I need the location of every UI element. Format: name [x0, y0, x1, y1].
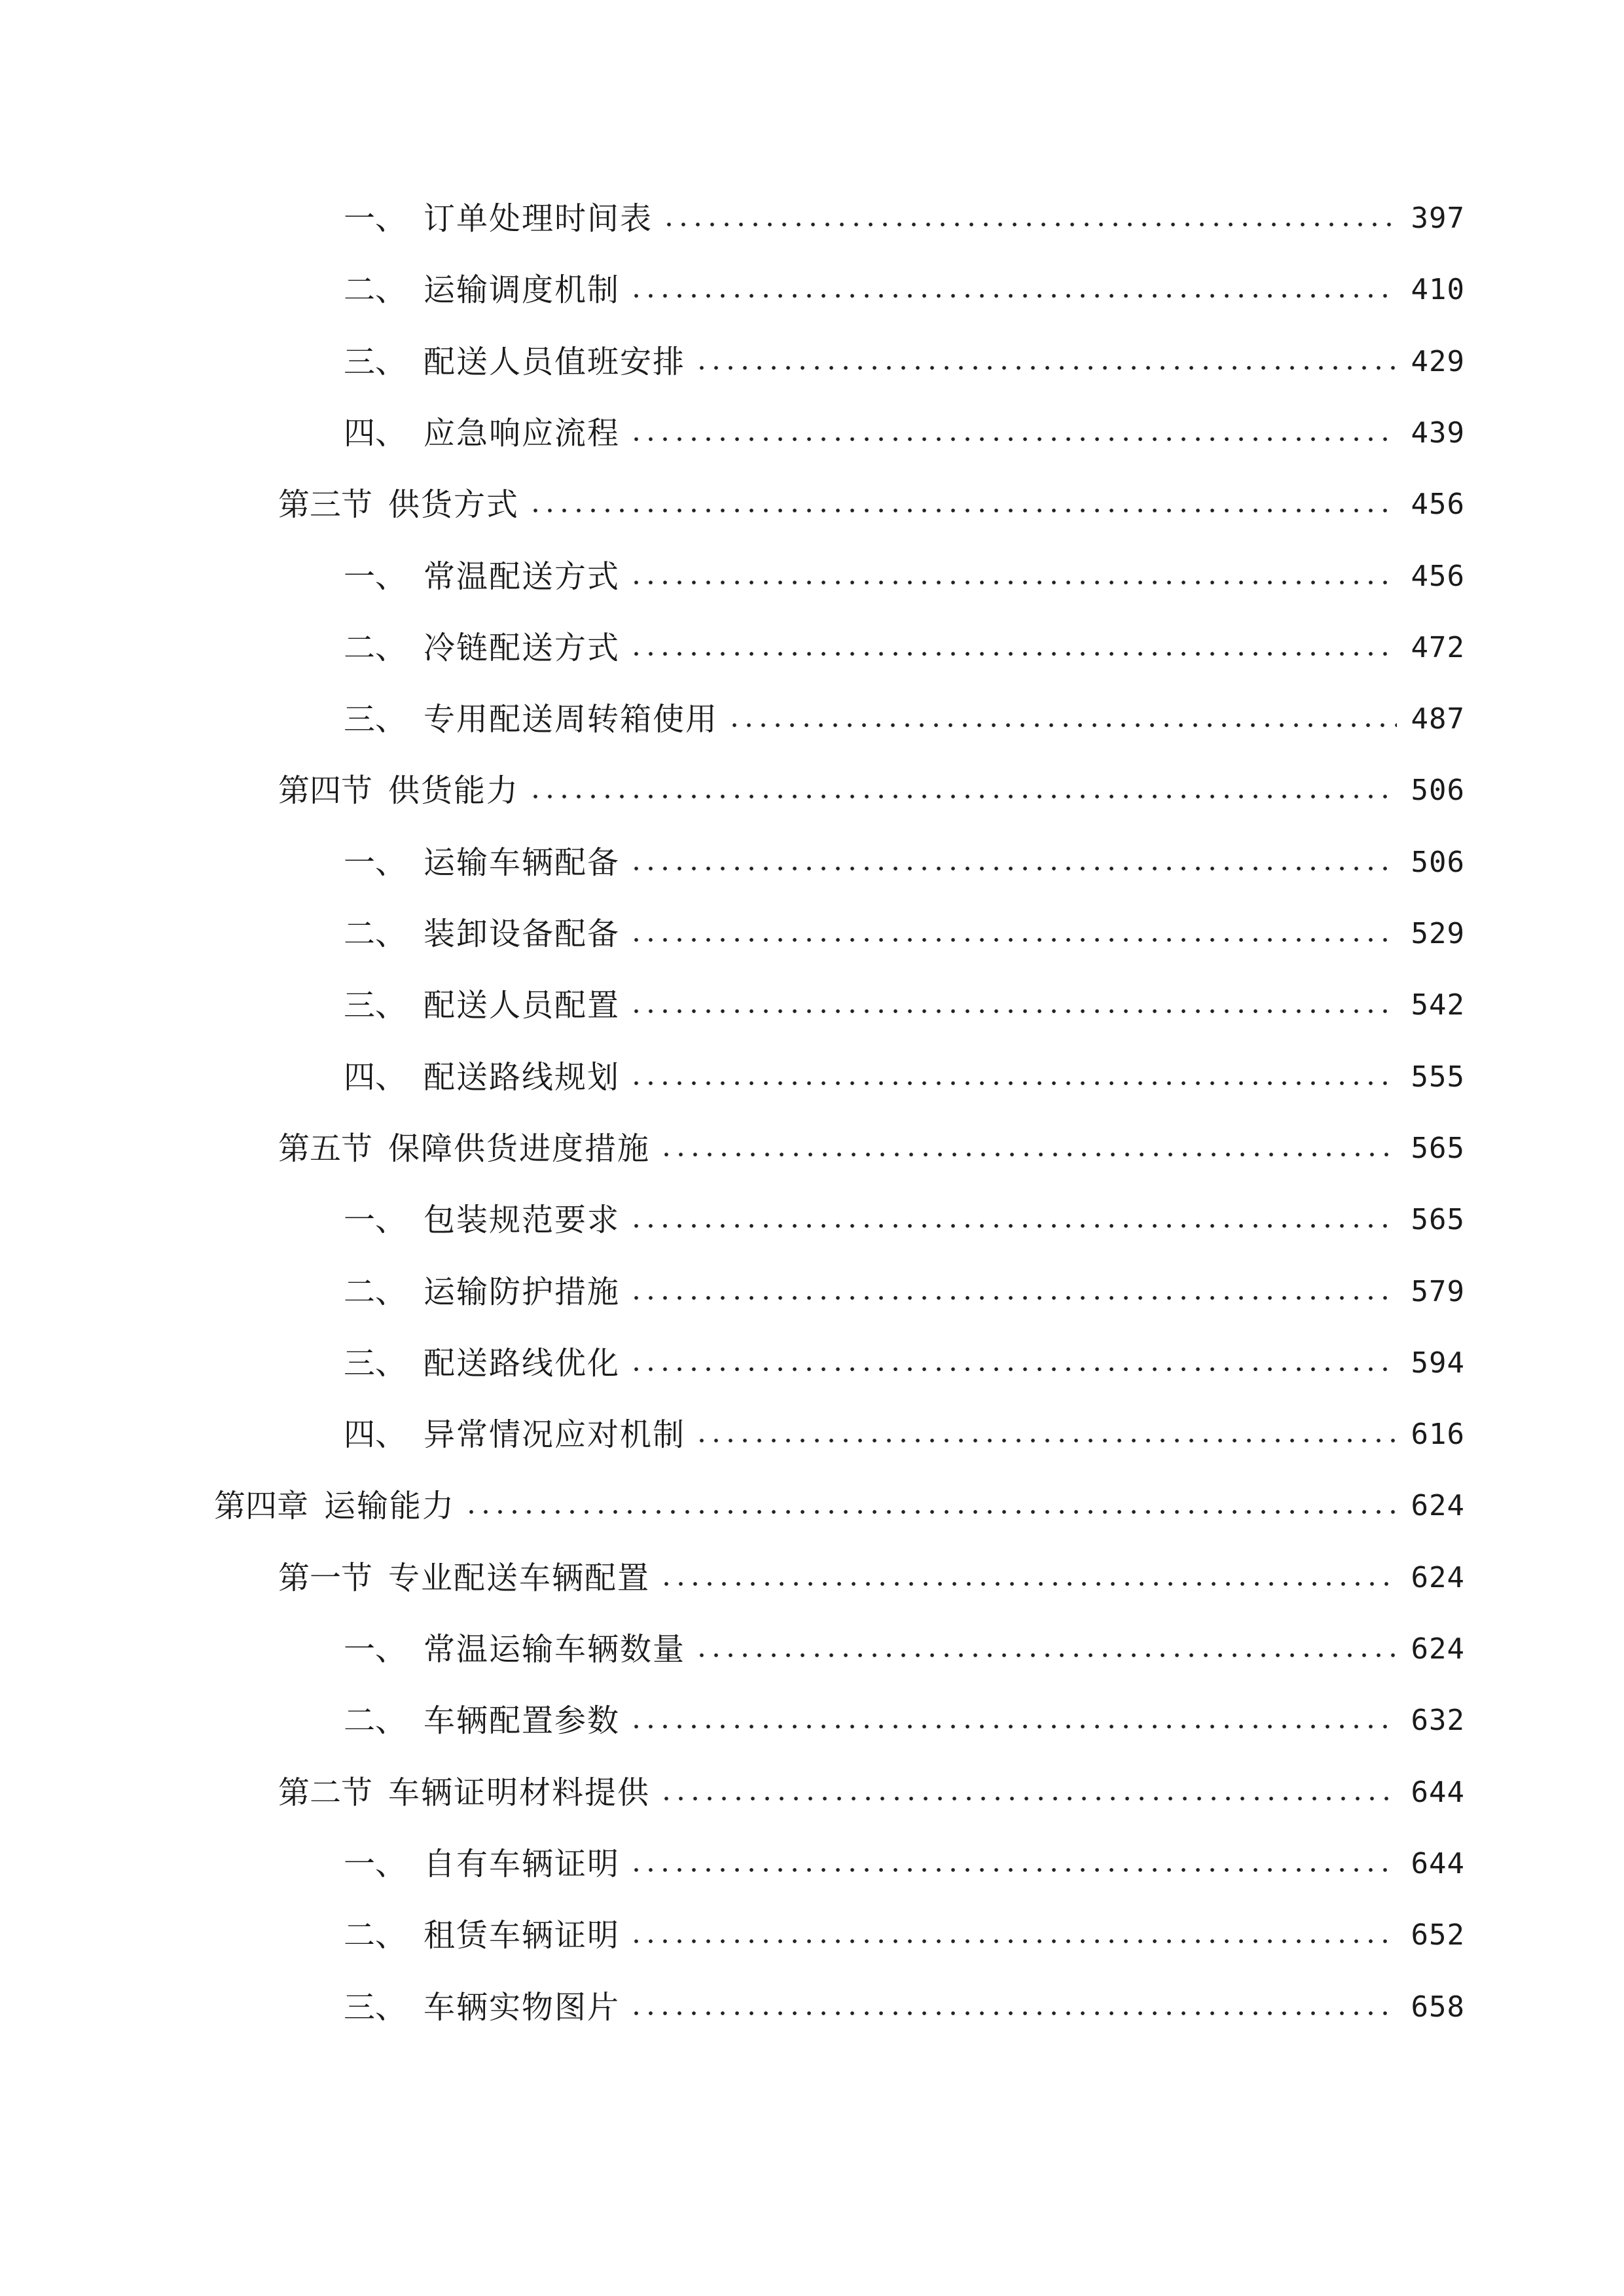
toc-entry[interactable]: [344, 1838, 1465, 1890]
dot-leader: [659, 1151, 1396, 1158]
toc-entry-title: 专业配送车辆配置: [388, 1560, 651, 1596]
toc-entry-number: 三、: [344, 344, 407, 380]
toc-entry-number: 三、: [344, 987, 407, 1024]
toc-entry-number: 三、: [344, 1345, 407, 1382]
toc-entry-page-number: 594: [1411, 1346, 1465, 1380]
toc-entry-page-number: 565: [1411, 1203, 1465, 1236]
toc-entry-title: 装卸设备配备: [424, 916, 621, 952]
toc-entry-page-number: 624: [1411, 1489, 1465, 1522]
toc-entry[interactable]: [278, 1767, 1465, 1819]
dot-leader: [629, 293, 1397, 299]
toc-entry[interactable]: [344, 264, 1465, 316]
toc-entry-title: 运输车辆配备: [424, 844, 621, 881]
toc-entry[interactable]: [344, 192, 1465, 245]
toc-entry-title: 配送人员配置: [424, 987, 621, 1024]
dot-leader: [629, 436, 1397, 442]
toc-entry-title: 供货能力: [388, 772, 520, 809]
dot-leader: [659, 1581, 1396, 1587]
toc-entry-page-number: 529: [1411, 917, 1465, 950]
toc-entry-title: 车辆实物图片: [424, 1989, 621, 2026]
toc-entry-page-number: 555: [1411, 1060, 1465, 1094]
dot-leader: [629, 1008, 1397, 1014]
toc-entry-title: 常温运输车辆数量: [424, 1631, 686, 1668]
toc-entry-number: 二、: [344, 1702, 407, 1739]
toc-entry-page-number: 658: [1411, 1990, 1465, 2024]
toc-entry-page-number: 456: [1411, 488, 1465, 521]
toc-entry-title: 异常情况应对机制: [424, 1416, 686, 1453]
dot-leader: [695, 1437, 1397, 1444]
toc-entry[interactable]: [344, 1051, 1465, 1103]
toc-entry-page-number: 632: [1411, 1704, 1465, 1737]
dot-leader: [528, 793, 1396, 800]
toc-entry-number: 四、: [344, 1416, 407, 1453]
toc-entry-page-number: 616: [1411, 1418, 1465, 1451]
toc-entry-title: 应急响应流程: [424, 415, 621, 452]
toc-entry[interactable]: [344, 1408, 1465, 1461]
toc-entry-page-number: 472: [1411, 631, 1465, 664]
toc-entry-number: 三、: [344, 1989, 407, 2026]
toc-entry-number: 一、: [344, 1631, 407, 1668]
toc-entry-title: 租赁车辆证明: [424, 1917, 621, 1954]
dot-leader: [629, 651, 1397, 657]
toc-entry-number: 第二节: [278, 1774, 373, 1811]
toc-entry-title: 常温配送方式: [424, 558, 621, 595]
toc-entry[interactable]: [344, 622, 1465, 674]
toc-entry-number: 一、: [344, 200, 407, 237]
toc-entry[interactable]: [344, 336, 1465, 388]
toc-entry-title: 保障供货进度措施: [388, 1130, 651, 1167]
toc-entry[interactable]: [344, 979, 1465, 1031]
toc-entry-title: 订单处理时间表: [424, 200, 653, 237]
dot-leader: [629, 579, 1397, 586]
toc-entry-page-number: 506: [1411, 774, 1465, 807]
toc-entry[interactable]: [278, 764, 1465, 817]
toc-entry[interactable]: [278, 1552, 1465, 1604]
toc-entry-page-number: 487: [1411, 702, 1465, 736]
toc-entry-page-number: 644: [1411, 1847, 1465, 1880]
toc-entry[interactable]: [344, 1981, 1465, 2034]
toc-entry-page-number: 456: [1411, 560, 1465, 593]
toc-entry-number: 第四节: [278, 772, 373, 809]
toc-entry-title: 供货方式: [388, 486, 520, 523]
dot-leader: [629, 937, 1397, 943]
toc-entry-page-number: 644: [1411, 1776, 1465, 1809]
toc-entry-title: 运输调度机制: [424, 272, 621, 308]
dot-leader: [629, 1295, 1397, 1301]
toc-entry[interactable]: [278, 1122, 1465, 1175]
toc-entry-title: 配送路线规划: [424, 1059, 621, 1096]
toc-entry-number: 二、: [344, 1917, 407, 1954]
dot-leader: [464, 1509, 1396, 1515]
dot-leader: [629, 1080, 1397, 1086]
toc-entry[interactable]: [344, 836, 1465, 889]
toc-entry-page-number: 652: [1411, 1918, 1465, 1952]
dot-leader: [629, 1723, 1397, 1730]
toc-entry-title: 包装规范要求: [424, 1202, 621, 1238]
dot-leader: [629, 1366, 1397, 1372]
toc-entry-number: 三、: [344, 701, 407, 738]
dot-leader: [695, 1652, 1397, 1659]
toc-entry-page-number: 624: [1411, 1561, 1465, 1594]
toc-entry-title: 专用配送周转箱使用: [424, 701, 719, 738]
toc-entry-number: 一、: [344, 558, 407, 595]
toc-entry-number: 四、: [344, 1059, 407, 1096]
dot-leader: [727, 722, 1397, 728]
toc-entry[interactable]: [344, 693, 1465, 745]
toc-entry-number: 第三节: [278, 486, 373, 523]
toc-entry[interactable]: [344, 1337, 1465, 1390]
toc-entry-title: 配送路线优化: [424, 1345, 621, 1382]
toc-entry-page-number: 429: [1411, 345, 1465, 378]
toc-entry[interactable]: [344, 1266, 1465, 1318]
toc-entry-number: 第一节: [278, 1560, 373, 1596]
toc-entry[interactable]: [278, 478, 1465, 531]
toc-entry-page-number: 397: [1411, 202, 1465, 235]
toc-entry-page-number: 410: [1411, 273, 1465, 306]
toc-entry[interactable]: [344, 1623, 1465, 1676]
toc-entry[interactable]: [344, 1909, 1465, 1962]
toc-entry-page-number: 542: [1411, 988, 1465, 1022]
dot-leader: [629, 1938, 1397, 1945]
toc-entry-title: 车辆配置参数: [424, 1702, 621, 1739]
dot-leader: [695, 365, 1397, 371]
toc-entry-number: 一、: [344, 1846, 407, 1882]
dot-leader: [629, 1867, 1397, 1873]
toc-entry-title: 自有车辆证明: [424, 1846, 621, 1882]
toc-entry[interactable]: [344, 1194, 1465, 1246]
dot-leader: [662, 221, 1397, 228]
toc-entry-title: 配送人员值班安排: [424, 344, 686, 380]
toc-entry-number: 二、: [344, 272, 407, 308]
toc-entry-number: 一、: [344, 844, 407, 881]
toc-entry-number: 第四章: [214, 1488, 309, 1524]
toc-entry-title: 冷链配送方式: [424, 630, 621, 666]
toc-entry[interactable]: [344, 407, 1465, 459]
dot-leader: [629, 865, 1397, 872]
toc-entry[interactable]: [214, 1480, 1465, 1532]
toc-entry-title: 车辆证明材料提供: [388, 1774, 651, 1811]
toc-entry-title: 运输防护措施: [424, 1274, 621, 1310]
toc-entry-number: 四、: [344, 415, 407, 452]
toc-entry[interactable]: [344, 1695, 1465, 1747]
toc-entry-page-number: 624: [1411, 1632, 1465, 1666]
toc-entry-number: 二、: [344, 1274, 407, 1310]
toc-entry-page-number: 439: [1411, 416, 1465, 450]
toc-entry[interactable]: [344, 908, 1465, 960]
toc-entry-number: 第五节: [278, 1130, 373, 1167]
toc-entry[interactable]: [344, 550, 1465, 603]
toc-entry-page-number: 506: [1411, 846, 1465, 879]
toc-entry-number: 一、: [344, 1202, 407, 1238]
toc-entry-title: 运输能力: [324, 1488, 456, 1524]
dot-leader: [528, 507, 1396, 514]
toc-entry-page-number: 579: [1411, 1275, 1465, 1308]
toc-entry-page-number: 565: [1411, 1132, 1465, 1165]
toc-entry-number: 二、: [344, 916, 407, 952]
dot-leader: [629, 2010, 1397, 2017]
dot-leader: [659, 1795, 1396, 1802]
dot-leader: [629, 1223, 1397, 1229]
toc-entry-number: 二、: [344, 630, 407, 666]
